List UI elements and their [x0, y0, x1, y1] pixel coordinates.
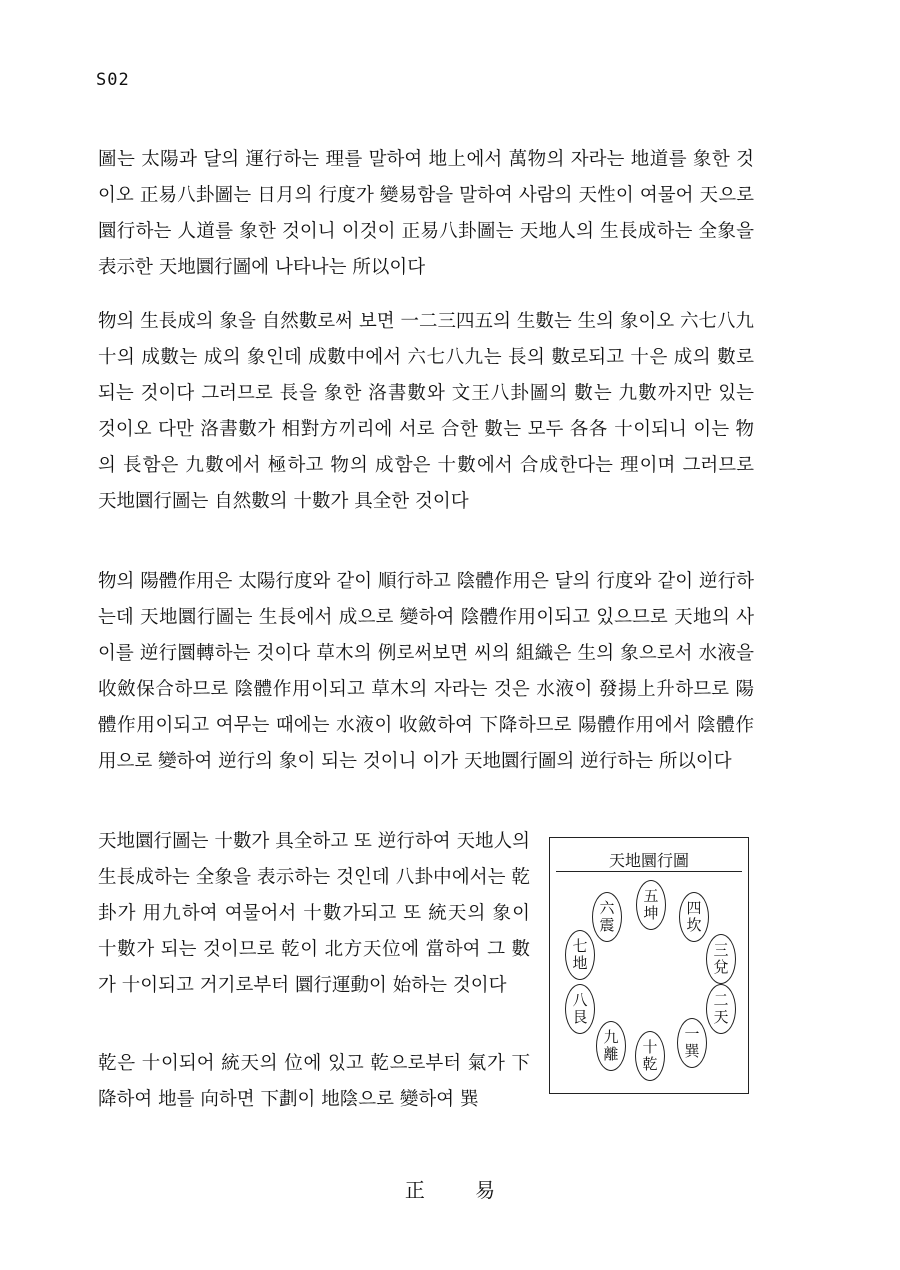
node-number: 五 [643, 887, 659, 905]
diagram-node-2 [706, 984, 736, 1034]
diagram-title-rule [556, 871, 742, 872]
cosmic-circulation-diagram [549, 837, 749, 1094]
node-trigram: 乾 [642, 1055, 658, 1073]
node-number: 十 [642, 1038, 658, 1056]
diagram-node-6 [592, 892, 622, 942]
node-number: 九 [603, 1028, 619, 1046]
node-number: 八 [572, 991, 588, 1009]
paragraph-1: 圖는 太陽과 달의 運行하는 理를 말하여 地上에서 萬物의 자라는 地道를 象한 것이오 正易八卦圖는 日月의 行度가 變易함을 말하여 사람의 天性이 여물어 天으로 圜行하는 人道를 象한 것이니 이것이 正易八卦圖는 天地人의 生長成하는 全象을 表示한 天地圜行圖에 나타나는 所以이다 [98, 149, 754, 278]
paragraph-2: 物의 生長成의 象을 自然數로써 보면 一二三四五의 生數는 生의 象이오 六七八九十의 成數는 成의 象인데 成數中에서 六七八九는 長의 數로되고 十은 成의 數로 되는 것이다 그러므로 長을 象한 洛書數와 文王八卦圖의 數는 九數까지만 있는 것이오 다만 洛書數가 相對方끼리에 서로 合한 數는 모두 各各 十이되니 이는 物의 長함은 九數에서 極하고 物의 成함은 十數에서 合成한다는 理이며 그러므로 天地圜行圖는 自然數의 十數가 具全한 것이다 [98, 311, 754, 512]
node-trigram: 天 [713, 1008, 729, 1026]
page-number: S02 [96, 70, 130, 90]
node-trigram: 艮 [572, 1008, 588, 1026]
node-number: 六 [599, 899, 615, 917]
node-trigram: 地 [572, 954, 588, 972]
running-footer: 正 易 [404, 1178, 518, 1202]
node-number: 二 [713, 991, 729, 1009]
diagram-node-9 [596, 1021, 626, 1071]
diagram-node-5 [636, 880, 666, 930]
diagram-node-7 [565, 930, 595, 980]
diagram-node-10 [635, 1031, 665, 1081]
node-number: 七 [572, 937, 588, 955]
diagram-node-8 [565, 984, 595, 1034]
node-number: 三 [713, 941, 729, 959]
diagram-node-1 [677, 1018, 707, 1068]
paragraph-5: 乾은 十이되어 統天의 位에 있고 乾으로부터 氣가 下降하여 地를 向하면 下劃이 地陰으로 變하여 巽 [98, 1053, 530, 1110]
node-trigram: 坎 [686, 916, 702, 934]
paragraph-4: 天地圜行圖는 十數가 具全하고 또 逆行하여 天地人의 生長成하는 全象을 表示하는 것인데 八卦中에서는 乾卦가 用九하여 여물어서 十數가되고 또 統天의 象이 十數가 되는 것이므로 乾이 北方天位에 當하여 그 數가 十이되고 거기로부터 圜行運動이 始하는 것이다 [98, 831, 530, 996]
diagram-node-4 [679, 892, 709, 942]
node-trigram: 兌 [713, 958, 729, 976]
node-trigram: 坤 [643, 904, 659, 922]
node-number: 四 [686, 899, 702, 917]
diagram-node-3 [706, 934, 736, 984]
node-trigram: 離 [603, 1045, 619, 1063]
node-trigram: 巽 [684, 1042, 700, 1060]
diagram-title: 天地圜行圖 [608, 851, 689, 870]
node-number: 一 [684, 1025, 700, 1043]
node-trigram: 震 [599, 916, 615, 934]
paragraph-3: 物의 陽體作用은 太陽行度와 같이 順行하고 陰體作用은 달의 行度와 같이 逆行하는데 天地圜行圖는 生長에서 成으로 變하여 陰體作用이되고 있으므로 天地의 사이를 逆行圜轉하는 것이다 草木의 例로써보면 씨의 組織은 生의 象으로서 水液을 收斂保合하므로 陰體作用이되고 草木의 자라는 것은 水液이 發揚上升하므로 陽體作用이되고 여무는 때에는 水液이 收斂하여 下降하므로 陽體作用에서 陰體作用으로 變하여 逆行의 象이 되는 것이니 이가 天地圜行圖의 逆行하는 所以이다 [98, 571, 754, 772]
